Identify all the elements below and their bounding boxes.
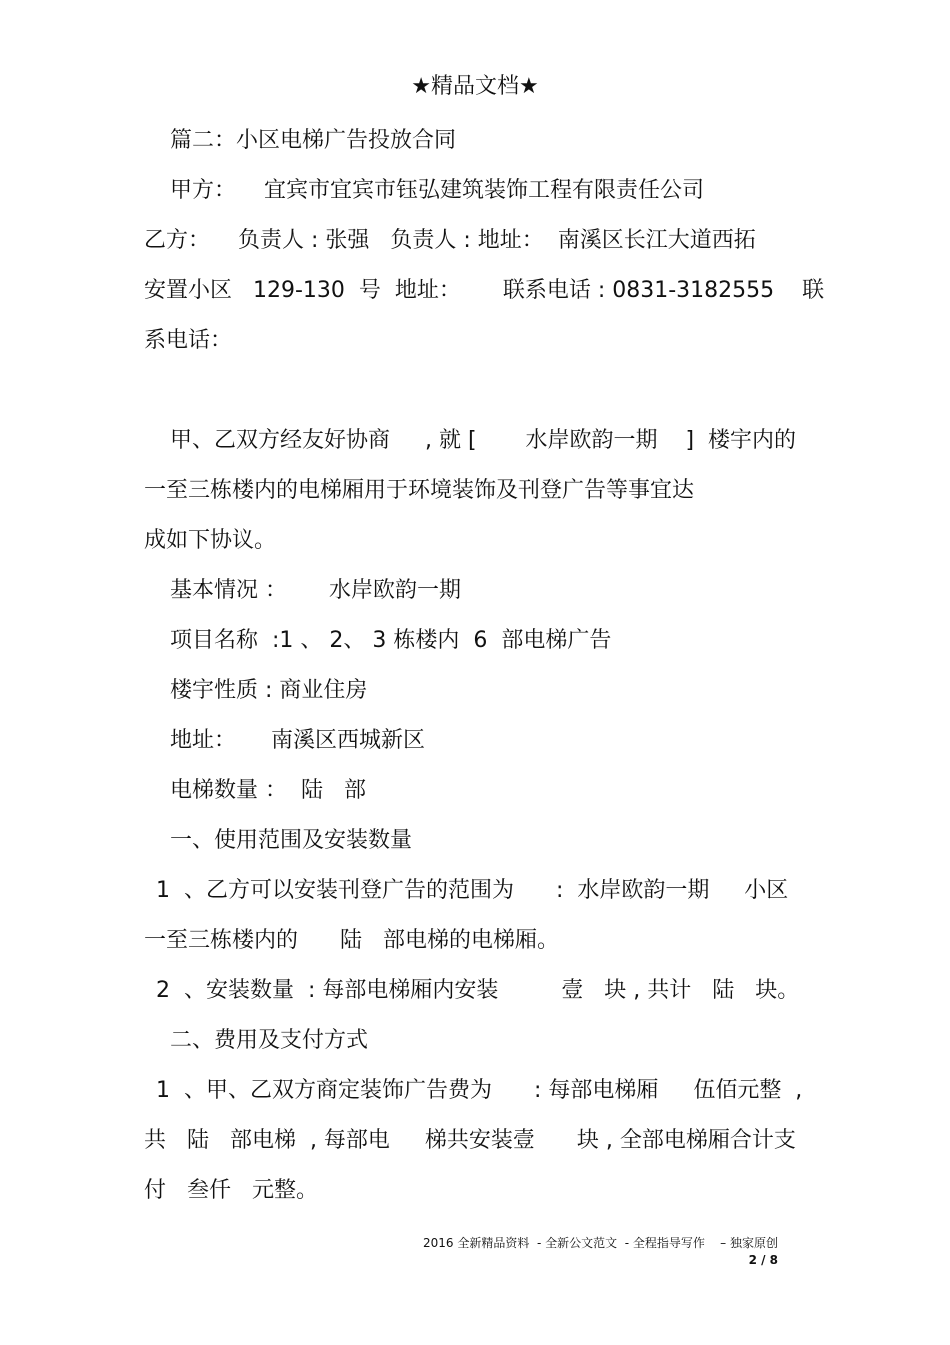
paragraph-line: 一至三栋楼内的电梯厢用于环境装饰及刊登广告等事宜达 bbox=[144, 478, 695, 503]
clause-line: 付 叁仟 元整。 bbox=[144, 1178, 318, 1203]
clause-line: 共 陆 部电梯 , 每部电 梯共安装壹 块 , 全部电梯厢合计支 bbox=[144, 1128, 796, 1153]
paragraph-line: 成如下协议。 bbox=[144, 528, 277, 553]
info-line: 电梯数量 ： 陆 部 bbox=[170, 778, 366, 803]
clause-line: 1 、甲、乙双方商定装饰广告费为 : 每部电梯厢 伍佰元整 , bbox=[156, 1078, 803, 1103]
paragraph-line: 甲、乙双方经友好协商 , 就 [ 水岸欧韵一期 ] 楼宇内的 bbox=[170, 428, 797, 453]
clause-line: 2 、安装数量 : 每部电梯厢内安装 壹 块 , 共计 陆 块。 bbox=[156, 978, 800, 1003]
info-line: 地址： 南溪区西城新区 bbox=[170, 728, 425, 753]
page-title: ★精品文档★ bbox=[411, 74, 539, 99]
footer-text: 2016 全新精品资料 - 全新公文范文 - 全程指导写作 – 独家原创 bbox=[423, 1236, 778, 1250]
phone-line: 系电话： bbox=[144, 328, 233, 353]
section-heading: 二、费用及支付方式 bbox=[170, 1028, 369, 1053]
section-heading: 一、使用范围及安装数量 bbox=[170, 828, 413, 853]
clause-line: 一至三栋楼内的 陆 部电梯的电梯厢。 bbox=[144, 928, 559, 953]
section-heading: 篇二：小区电梯广告投放合同 bbox=[170, 128, 457, 153]
page-number: 2 / 8 bbox=[748, 1253, 778, 1267]
info-line: 项目名称 :1 、 2、 3 栋楼内 6 部电梯广告 bbox=[170, 628, 612, 653]
party-b-line: 乙方： 负责人 : 张强 负责人 : 地址： 南溪区长江大道西拓 bbox=[144, 228, 756, 253]
clause-line: 1 、乙方可以安装刊登广告的范围为 : 水岸欧韵一期 小区 bbox=[156, 878, 789, 903]
address-line: 安置小区 129-130 号 地址： 联系电话 : 0831-3182555 联 bbox=[144, 278, 825, 303]
party-a-line: 甲方： 宜宾市宜宾市钰弘建筑装饰工程有限责任公司 bbox=[170, 178, 704, 203]
info-line: 楼宇性质 : 商业住房 bbox=[170, 678, 368, 703]
info-line: 基本情况 ： 水岸欧韵一期 bbox=[170, 578, 461, 603]
